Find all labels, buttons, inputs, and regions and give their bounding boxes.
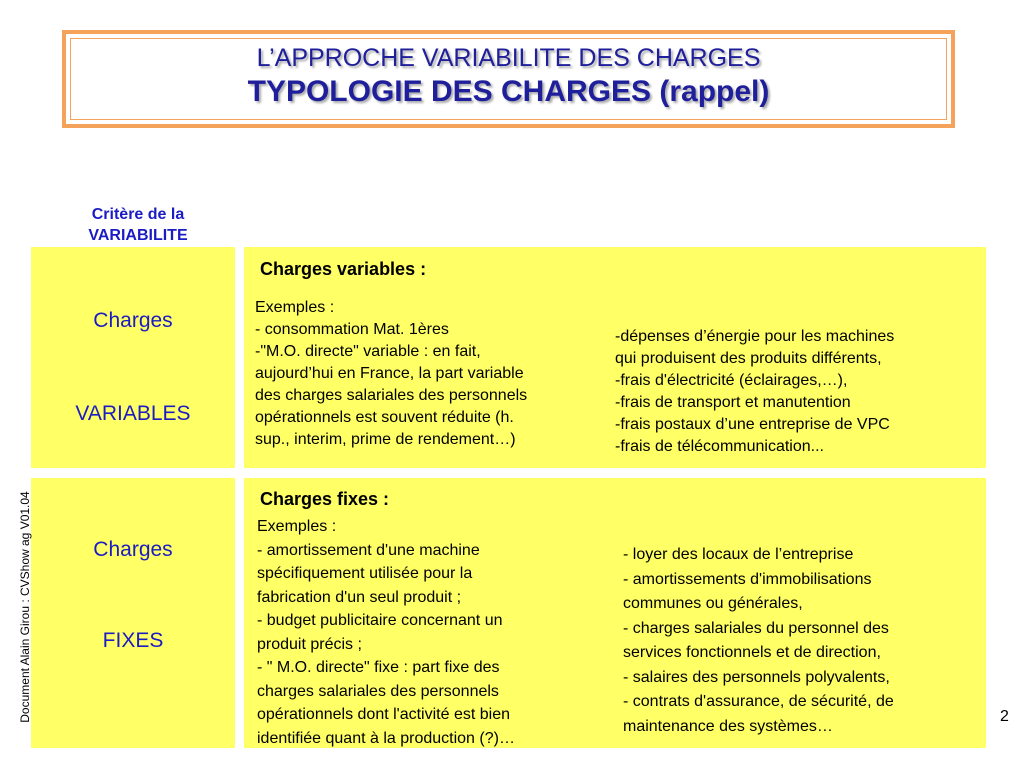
variables-left-text: Exemples : - consommation Mat. 1ères -"M.O. directe" variable : en fait, aujourd’hui en France, la part variable des charges salariales des personnels opérationnels est souvent réduite (h. sup., interim, prime de rendement…) — [255, 299, 528, 448]
fixes-content-panel — [244, 478, 986, 748]
document-credit-note: Document Alain Girou : CVShow ag V01.04 — [18, 491, 32, 723]
variables-label-panel — [31, 247, 235, 468]
criterion-line-2: VARIABILITE — [88, 227, 188, 244]
variables-right-text: -dépenses d’énergie pour les machines qui produisent des produits différents, -frais d'électricité (éclairages,…), -frais de transport et manutention -frais postaux d’une entreprise de VPC -frais de télécommunication... — [615, 328, 895, 455]
variables-content-panel — [244, 247, 986, 468]
fixes-heading: Charges fixes : — [260, 489, 390, 509]
fixes-label-panel — [31, 478, 235, 748]
title-line-1: L’APPROCHE VARIABILITE DES CHARGES — [256, 44, 761, 72]
fixes-label-top: Charges — [93, 538, 173, 561]
variables-label-bottom: VARIABLES — [75, 402, 191, 425]
criterion-label — [70, 204, 206, 246]
page-number: 2 — [1000, 708, 1009, 725]
criterion-line-1: Critère de la — [91, 206, 185, 223]
fixes-left-text: Exemples : - amortissement d'une machine spécifiquement utilisée pour la fabrication d'un seul produit ; - budget publicitaire concernant un produit précis ; - " M.O. directe" fixe : part fixe des charges salariales des personnels opérationnels dont l'activité est bien identifiée quant à la production (?)… — [257, 518, 515, 747]
variables-label-top: Charges — [93, 309, 173, 332]
title-box — [62, 30, 955, 128]
variables-heading: Charges variables : — [260, 259, 427, 279]
fixes-right-text: - loyer des locaux de l’entreprise - amortissements d'immobilisations communes ou générales, - charges salariales du personnel des services fonctionnels et de direction, - salaires des personnels polyvalents, - contrats d'assurance, de sécurité, de maintenance des systèmes… — [623, 546, 894, 735]
title-line-2: TYPOLOGIE DES CHARGES (rappel) — [247, 75, 770, 108]
fixes-label-bottom: FIXES — [102, 629, 164, 652]
